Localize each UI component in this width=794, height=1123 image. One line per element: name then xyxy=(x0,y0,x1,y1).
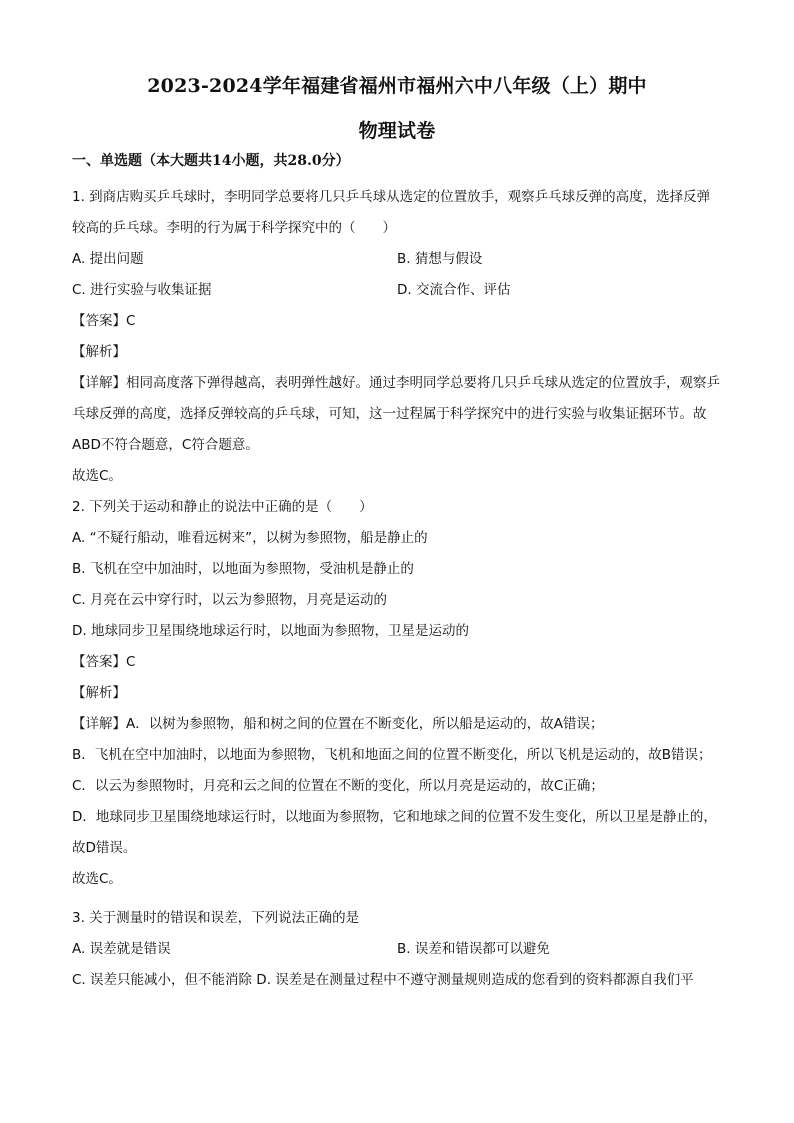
question-1-analysis-label: 【解析】 xyxy=(72,344,126,360)
section-heading: 一、单选题（本大题共14小题，共28.0分） xyxy=(72,153,350,169)
question-1-option-a: A. 提出问题 xyxy=(72,251,144,267)
question-2-detail-c: C．以云为参照物时，月亮和云之间的位置在不断的变化，所以月亮是运动的，故C正确； xyxy=(72,778,604,794)
question-1-options-row1 xyxy=(72,244,722,275)
question-3-options-row1 xyxy=(72,934,722,965)
question-2-analysis-label: 【解析】 xyxy=(72,685,126,701)
question-2-answer: 【答案】C xyxy=(72,654,136,670)
question-3-options-row2: C. 误差只能减小，但不能消除 D. 误差是在测量过程中不遵守测量规则造成的您看到的资料都源自我们平 xyxy=(72,972,694,988)
question-2-option-b: B. 飞机在空中加油时，以地面为参照物，受油机是静止的 xyxy=(72,561,414,577)
question-1-conclusion: 故选C。 xyxy=(72,468,122,484)
question-3-option-b: B. 误差和错误都可以避免 xyxy=(397,941,550,957)
question-1-option-c: C. 进行实验与收集证据 xyxy=(72,282,212,298)
question-1-option-b: B. 猜想与假设 xyxy=(397,251,483,267)
question-2-option-c: C. 月亮在云中穿行时，以云为参照物，月亮是运动的 xyxy=(72,592,388,608)
question-2-stem: 2. 下列关于运动和静止的说法中正确的是（ ） xyxy=(72,499,373,515)
question-1-stem: 1. 到商店购买乒乓球时，李明同学总要将几只乒乓球从选定的位置放手，观察乒乓球反弹的高度，选择反弹较高的乒乓球。李明的行为属于科学探究中的（ ） xyxy=(72,189,711,236)
question-2-option-d: D. 地球同步卫星围绕地球运行时，以地面为参照物，卫星是运动的 xyxy=(72,623,469,639)
question-1-detail: 【详解】相同高度落下弹得越高，表明弹性越好。通过李明同学总要将几只乒乓球从选定的位置放手，观察乒乓球反弹的高度，选择反弹较高的乒乓球，可知，这一过程属于科学探究中的进行实验与收集证据环节。故ABD不符合题意，C符合题意。 xyxy=(72,375,720,453)
document-title-line1: 2023-2024学年福建省福州市福州六中八年级（上）期中 xyxy=(147,75,647,97)
question-2-detail-d: D．地球同步卫星围绕地球运行时，以地面为参照物，它和地球之间的位置不发生变化，所以卫星是静止的，故D错误。 xyxy=(72,809,717,856)
question-2-detail-a: 【详解】A．以树为参照物，船和树之间的位置在不断变化，所以船是运动的，故A错误； xyxy=(72,716,604,732)
question-2-detail-b: B．飞机在空中加油时，以地面为参照物，飞机和地面之间的位置不断变化，所以飞机是运动的，故B错误； xyxy=(72,747,712,763)
question-2-conclusion: 故选C。 xyxy=(72,871,122,887)
questions-content xyxy=(72,182,722,996)
question-3-option-a: A. 误差就是错误 xyxy=(72,941,171,957)
question-3-stem: 3. 关于测量时的错误和误差，下列说法正确的是 xyxy=(72,910,360,926)
document-title-line2: 物理试卷 xyxy=(358,120,436,142)
question-1-option-d: D. 交流合作、评估 xyxy=(397,282,511,298)
question-2-option-a: A. “不疑行船动，唯看远树来”，以树为参照物，船是静止的 xyxy=(72,530,428,546)
question-1-options-row2 xyxy=(72,275,722,306)
question-1-answer: 【答案】C xyxy=(72,313,136,329)
